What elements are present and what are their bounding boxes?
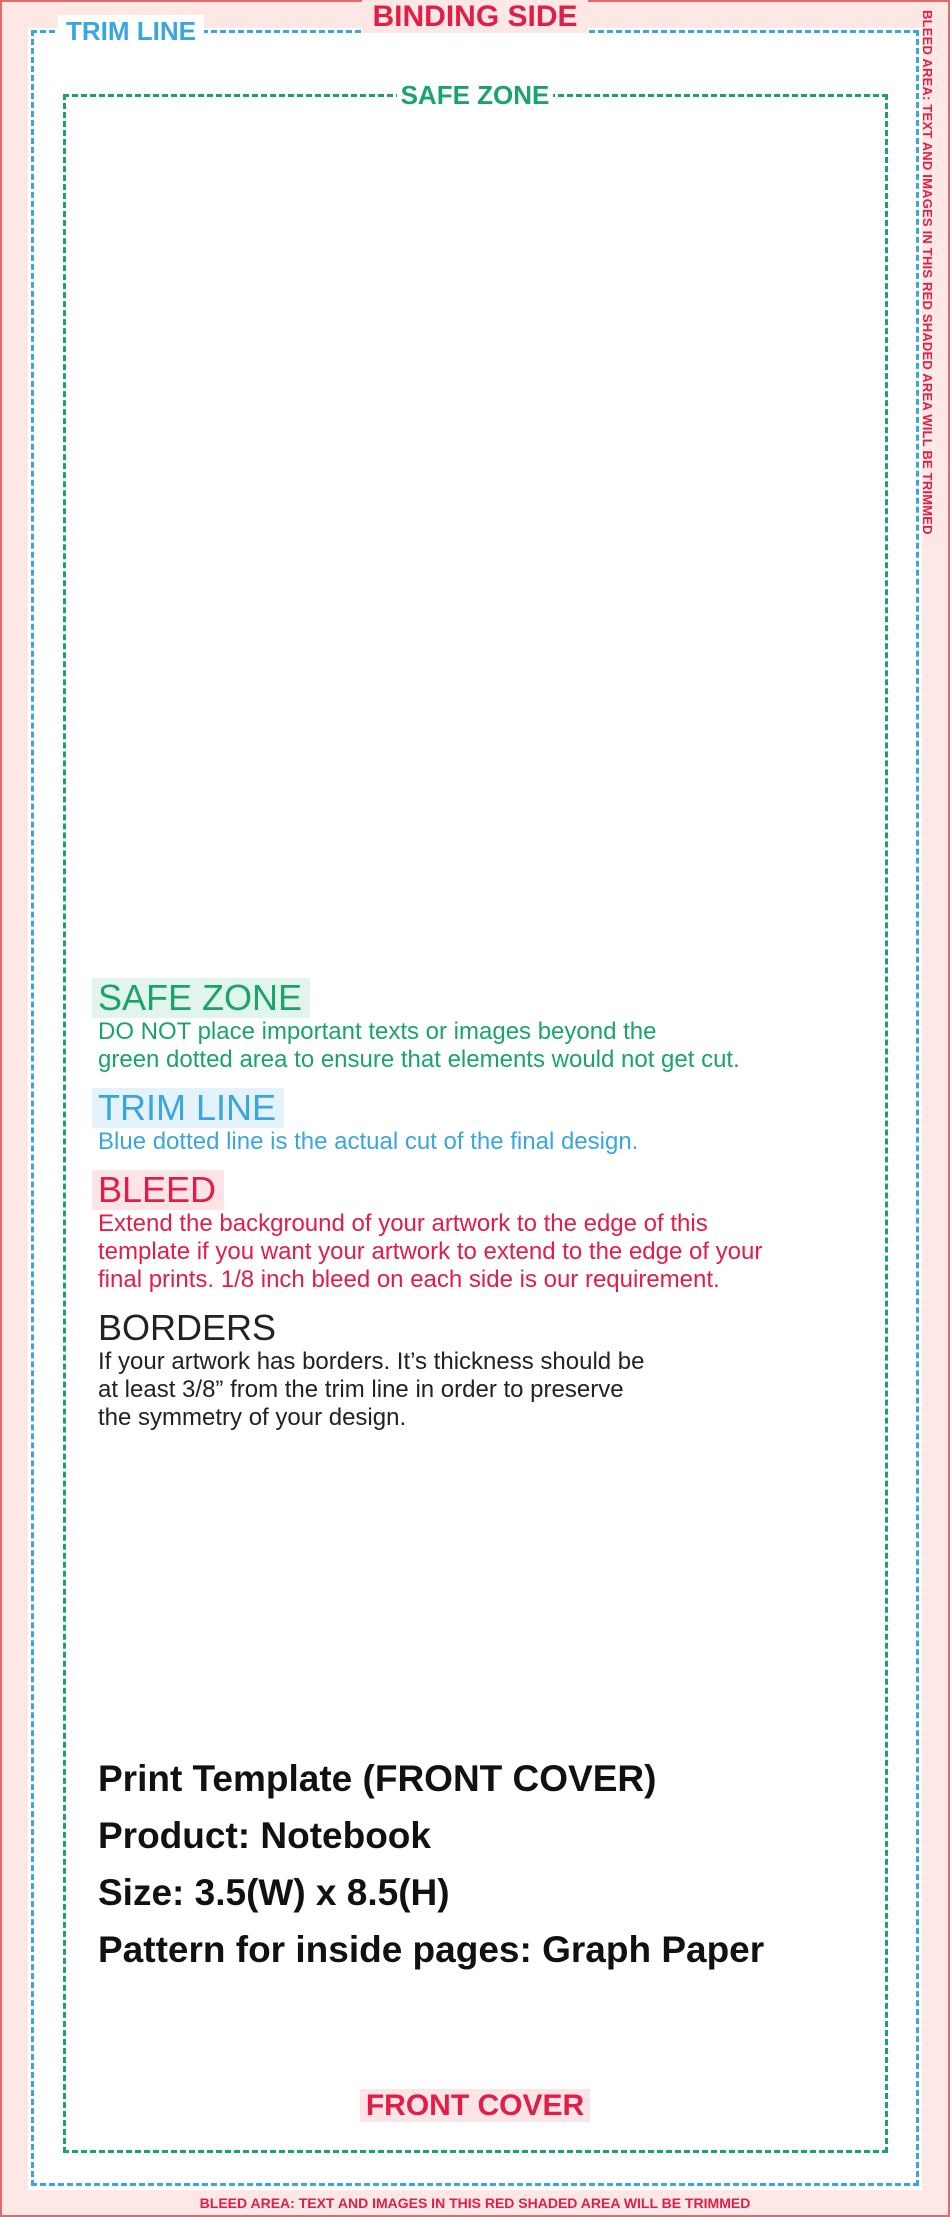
safe-zone-tag [0, 80, 950, 110]
trim-line-section [98, 1088, 878, 1156]
size-line: Size: 3.5(W) x 8.5(H) [98, 1872, 450, 1913]
front-cover-text: FRONT COVER [360, 2089, 590, 2122]
borders-section [98, 1308, 878, 1432]
template-title: Print Template (FRONT COVER) [98, 1758, 657, 1799]
bleed-bottom-note: BLEED AREA: TEXT AND IMAGES IN THIS RED SHADED AREA WILL BE TRIMMED [199, 2195, 751, 2211]
safe-zone-heading: SAFE ZONE [92, 978, 310, 1018]
borders-line: at least 3/8” from the trim line in order to preserve [98, 1376, 624, 1403]
pattern-line: Pattern for inside pages: Graph Paper [98, 1929, 765, 1970]
borders-heading: BORDERS [98, 1307, 277, 1348]
binding-side-text: BINDING SIDE [362, 0, 587, 33]
template-info [98, 1750, 764, 1978]
safe-zone-line: DO NOT place important texts or images beyond the [98, 1018, 657, 1045]
borders-line: If your artwork has borders. It’s thickness should be [98, 1348, 645, 1375]
front-cover-label [0, 2088, 950, 2124]
trim-line-desc: Blue dotted line is the actual cut of the final design. [98, 1128, 639, 1155]
trim-line-tag: TRIM LINE [58, 15, 204, 47]
bleed-section [98, 1170, 878, 1294]
bleed-line: template if you want your artwork to extend to the edge of your [98, 1238, 763, 1265]
borders-line: the symmetry of your design. [98, 1404, 407, 1431]
bleed-heading: BLEED [92, 1170, 224, 1210]
safe-zone-tag-text: SAFE ZONE [397, 80, 554, 110]
bleed-line: Extend the background of your artwork to the edge of this [98, 1210, 708, 1237]
safe-zone-section [98, 978, 878, 1074]
safe-zone-line: green dotted area to ensure that elements would not get cut. [98, 1046, 740, 1073]
trim-line-heading: TRIM LINE [92, 1088, 284, 1128]
bleed-line: final prints. 1/8 inch bleed on each side is our requirement. [98, 1266, 720, 1293]
product-line: Product: Notebook [98, 1815, 431, 1856]
bleed-side-note: BLEED AREA: TEXT AND IMAGES IN THIS RED SHADED AREA WILL BE TRIMMED [920, 10, 935, 535]
